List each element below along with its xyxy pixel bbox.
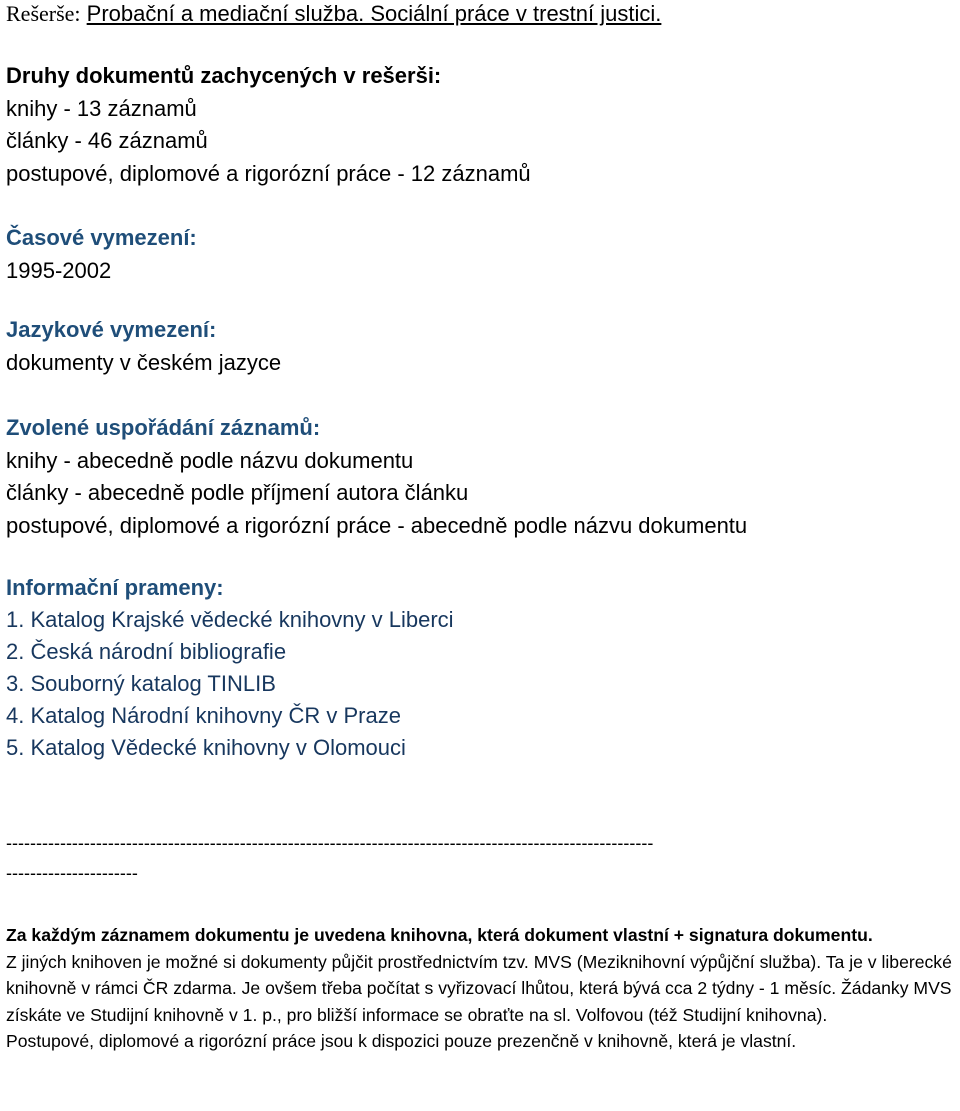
sources-section bbox=[6, 572, 454, 764]
notes-last-line: Postupové, diplomové a rigorózní práce jsou k dispozici pouze prezenčně v knihovně, která je vlastní. bbox=[6, 1031, 797, 1051]
document-types-section bbox=[6, 60, 531, 190]
ordering-item: knihy - abecedně podle názvu dokumentu bbox=[6, 447, 414, 473]
language-scope-value: dokumenty v českém jazyce bbox=[6, 349, 282, 375]
ordering-item: články - abecedně podle příjmení autora článku bbox=[6, 480, 469, 505]
language-scope-heading: Jazykové vymezení: bbox=[6, 317, 217, 342]
document-type-item: postupové, diplomové a rigorózní práce - 12 záznamů bbox=[6, 160, 531, 186]
notes-section bbox=[6, 922, 954, 1055]
notes-bold-text: Za každým záznamem dokumentu je uvedena knihovna, která dokument vlastní + signatura dokumentu. bbox=[6, 925, 873, 945]
source-item: 1. Katalog Krajské vědecké knihovny v Liberci bbox=[6, 607, 454, 632]
research-header bbox=[6, 0, 661, 28]
separator-line-2: ---------------------- bbox=[6, 863, 138, 883]
separator-line bbox=[6, 828, 653, 888]
ordering-section bbox=[6, 412, 747, 542]
document-type-item: knihy - 13 záznamů bbox=[6, 95, 197, 121]
ordering-item: postupové, diplomové a rigorózní práce - abecedně podle názvu dokumentu bbox=[6, 512, 748, 538]
time-scope-section bbox=[6, 222, 197, 287]
source-item: 4. Katalog Národní knihovny ČR v Praze bbox=[6, 703, 401, 728]
document-type-item: články - 46 záznamů bbox=[6, 128, 208, 153]
time-scope-value: 1995-2002 bbox=[6, 257, 112, 283]
source-item: 2. Česká národní bibliografie bbox=[6, 639, 287, 664]
sources-heading: Informační prameny: bbox=[6, 575, 224, 600]
notes-paragraph: Z jiných knihoven je možné si dokumenty půjčit prostřednictvím tzv. MVS (Meziknihovní výpůjční služba). Ta je v liberecké knihovně v rámci ČR zdarma. Je ovšem třeba počítat s vyřizovací lhůtou, která bývá cca 2 týdny - 1 měsíc. Žádanky MVS získáte ve Studijní knihovně v 1. p., pro bližší informace se obraťte na sl. Volfovou (též Studijní knihovna). bbox=[6, 951, 952, 1025]
ordering-heading: Zvolené uspořádání záznamů: bbox=[6, 415, 321, 440]
source-item: 5. Katalog Vědecké knihovny v Olomouci bbox=[6, 735, 406, 760]
time-scope-heading: Časové vymezení: bbox=[6, 225, 197, 250]
research-label: Rešerše: bbox=[6, 1, 81, 26]
separator-line-1: ------------------------------------------------------------------------------------------------------------ bbox=[6, 833, 654, 853]
source-item: 3. Souborný katalog TINLIB bbox=[6, 671, 276, 696]
document-types-heading: Druhy dokumentů zachycených v rešerši: bbox=[6, 63, 442, 88]
research-title-link[interactable]: Probační a mediační služba. Sociální práce v trestní justici. bbox=[86, 1, 662, 26]
language-scope-section bbox=[6, 314, 281, 379]
